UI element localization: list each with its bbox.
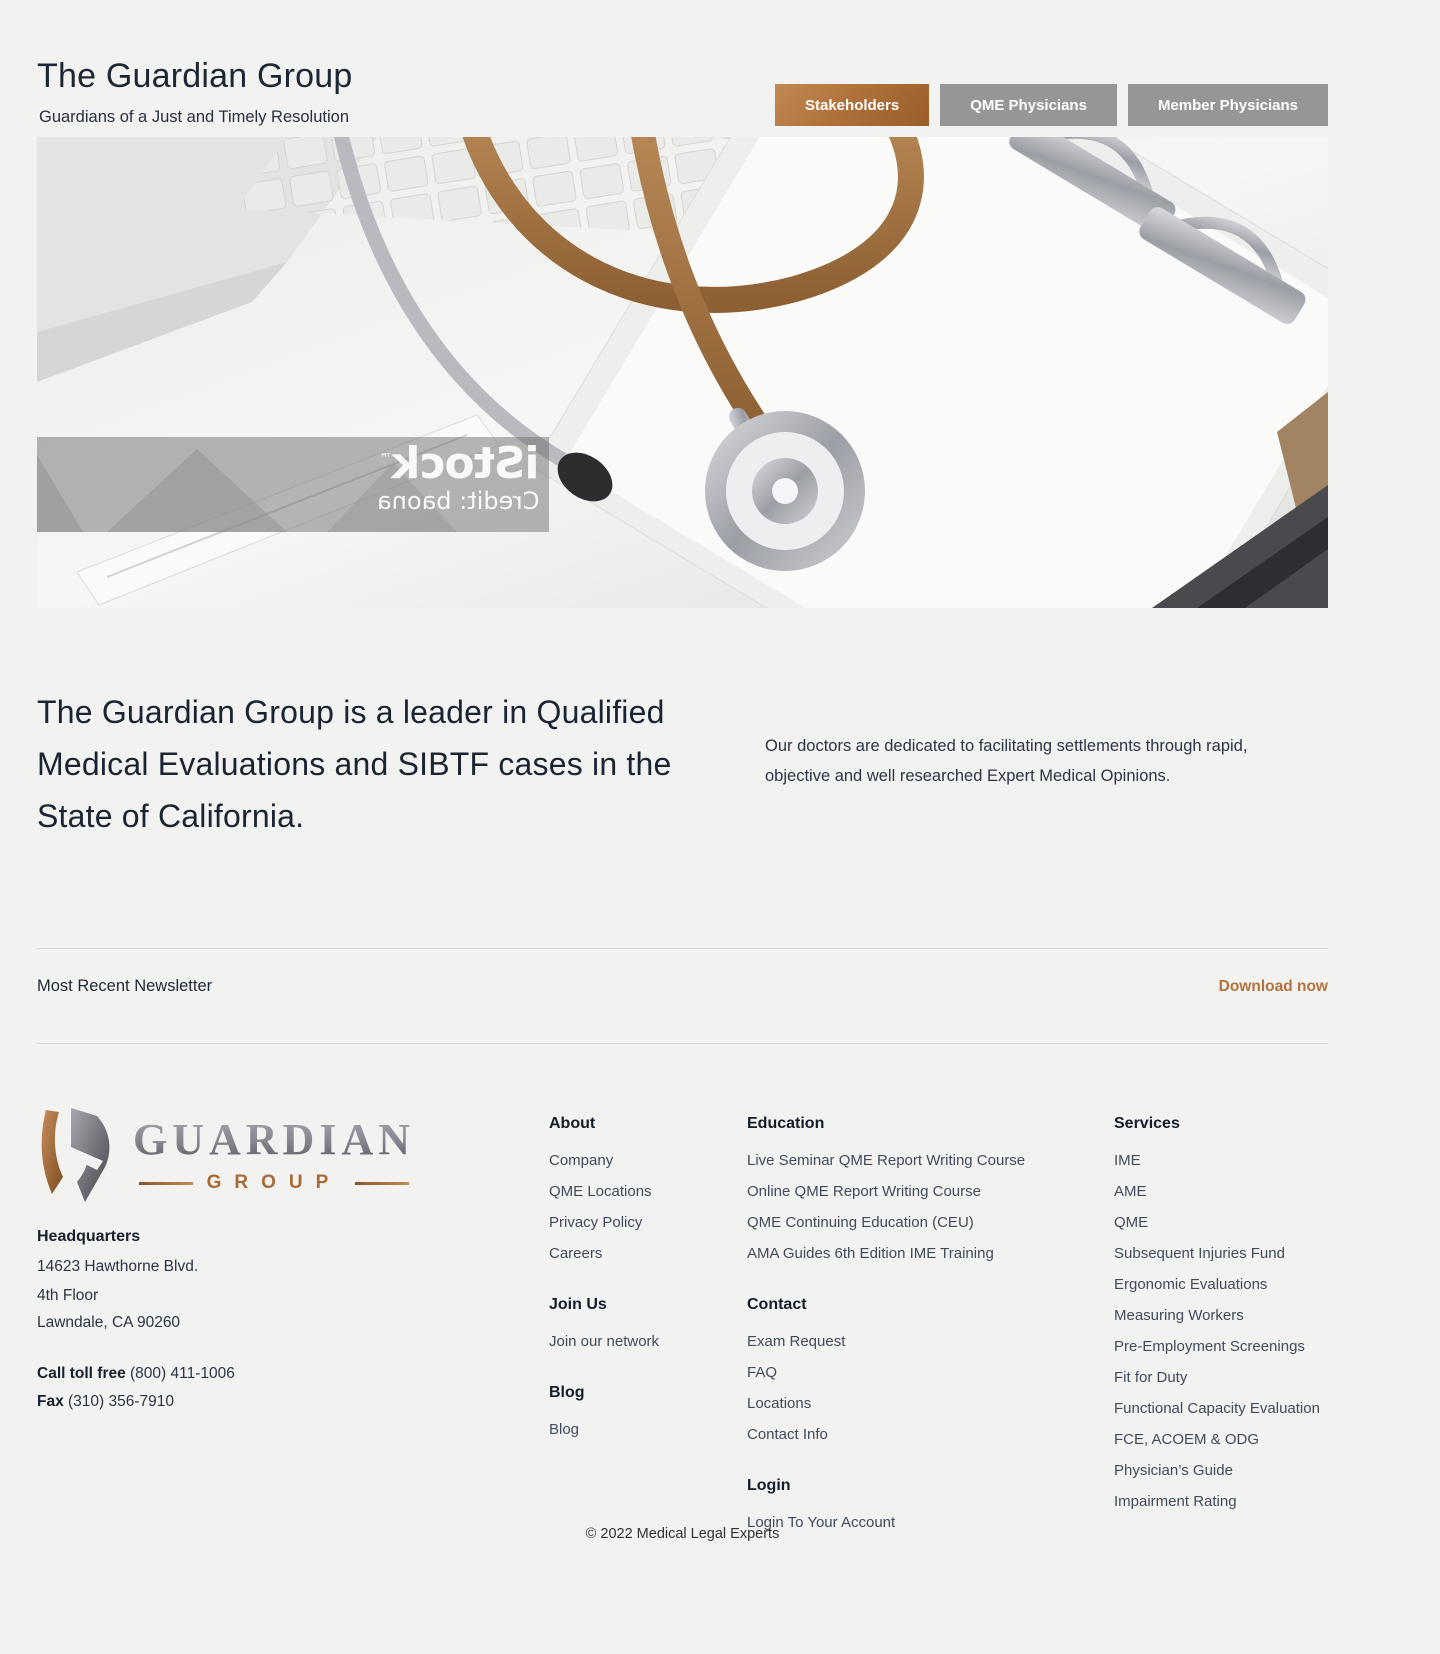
fax-line	[37, 1393, 174, 1411]
headquarters-heading: Headquarters	[37, 1228, 141, 1245]
download-now-link[interactable]: Download now	[1218, 978, 1328, 995]
copyright-text: © 2022 Medical Legal Experts	[585, 1526, 780, 1542]
footer-link-subsequent-injuries-fund[interactable]: Subsequent Injuries Fund	[1114, 1245, 1285, 1262]
footer-link-ergonomic-evaluations[interactable]: Ergonomic Evaluations	[1114, 1276, 1268, 1293]
guardian-helmet-icon	[37, 1106, 119, 1206]
footer-link-join-our-network[interactable]: Join our network	[549, 1333, 660, 1350]
footer-link-exam-request[interactable]: Exam Request	[747, 1333, 846, 1350]
fax-label: Fax	[37, 1393, 64, 1410]
footer-link-careers[interactable]: Careers	[549, 1245, 603, 1262]
toll-free-line	[37, 1365, 235, 1383]
logo-dash-left	[139, 1182, 193, 1185]
footer-link-qme-continuing-education-ceu[interactable]: QME Continuing Education (CEU)	[747, 1214, 974, 1231]
footer-link-company[interactable]: Company	[549, 1152, 614, 1169]
nav-button-qme-physicians[interactable]: QME Physicians	[940, 84, 1117, 126]
toll-free-label: Call toll free	[37, 1365, 126, 1382]
newsletter-label: Most Recent Newsletter	[37, 977, 213, 995]
footer-link-live-seminar-qme-report-writing-course[interactable]: Live Seminar QME Report Writing Course	[747, 1152, 1026, 1169]
footer-heading-blog: Blog	[549, 1384, 585, 1401]
footer-link-blog[interactable]: Blog	[549, 1421, 580, 1438]
address-line: Lawndale, CA 90260	[37, 1314, 181, 1331]
footer-heading-contact: Contact	[747, 1296, 807, 1313]
footer-link-fce-acoem-odg[interactable]: FCE, ACOEM & ODG	[1114, 1431, 1260, 1448]
stock-watermark: iStock™ Credit: baona	[376, 438, 539, 516]
fax-number: (310) 356-7910	[63, 1393, 175, 1410]
divider-top	[37, 948, 1328, 949]
address-line: 4th Floor	[37, 1287, 99, 1304]
site-title: The Guardian Group	[37, 57, 353, 95]
footer-logo-text	[133, 1115, 415, 1194]
site-tagline: Guardians of a Just and Timely Resolution	[39, 108, 349, 126]
intro-description: Our doctors are dedicated to facilitating settlements through rapid, objective and well researched Expert Medical Opinions.	[765, 737, 1248, 785]
footer-heading-join-us: Join Us	[549, 1296, 607, 1313]
hero-illustration	[37, 137, 1328, 608]
toll-free-number: (800) 411-1006	[125, 1365, 235, 1382]
footer-link-qme-locations[interactable]: QME Locations	[549, 1183, 652, 1200]
watermark-credit: Credit: baona	[376, 487, 539, 516]
footer-link-physician-s-guide[interactable]: Physician’s Guide	[1114, 1462, 1233, 1479]
footer-link-ame[interactable]: AME	[1114, 1183, 1147, 1200]
footer-link-login-to-your-account[interactable]: Login To Your Account	[747, 1514, 896, 1531]
footer-link-pre-employment-screenings[interactable]: Pre-Employment Screenings	[1114, 1338, 1305, 1355]
header-nav	[775, 84, 1328, 126]
footer-link-functional-capacity-evaluation[interactable]: Functional Capacity Evaluation	[1114, 1400, 1320, 1417]
footer-col-3	[1114, 1112, 1344, 1517]
footer-logo	[37, 1106, 415, 1206]
footer-link-locations[interactable]: Locations	[747, 1395, 812, 1412]
footer-link-qme[interactable]: QME	[1114, 1214, 1149, 1231]
footer-link-ama-guides-6th-edition-ime-training[interactable]: AMA Guides 6th Edition IME Training	[747, 1245, 994, 1262]
footer-link-online-qme-report-writing-course[interactable]: Online QME Report Writing Course	[747, 1183, 981, 1200]
logo-sub-text: GROUP	[206, 1172, 342, 1193]
footer-heading-education: Education	[747, 1115, 825, 1132]
address-line: 14623 Hawthorne Blvd.	[37, 1258, 199, 1275]
footer-link-measuring-workers[interactable]: Measuring Workers	[1114, 1307, 1244, 1324]
footer-link-contact-info[interactable]: Contact Info	[747, 1426, 828, 1443]
footer-col-1	[549, 1112, 739, 1445]
page-title: The Guardian Group is a leader in Qualified Medical Evaluations and SIBTF cases in the State of California.	[37, 694, 672, 834]
footer-link-privacy-policy[interactable]: Privacy Policy	[549, 1214, 643, 1231]
nav-button-member-physicians[interactable]: Member Physicians	[1128, 84, 1328, 126]
logo-dash-right	[355, 1182, 409, 1185]
hero-image	[37, 137, 1328, 608]
footer-heading-about: About	[549, 1115, 596, 1132]
footer-heading-services: Services	[1114, 1115, 1180, 1132]
footer-link-impairment-rating[interactable]: Impairment Rating	[1114, 1493, 1237, 1510]
footer-link-ime[interactable]: IME	[1114, 1152, 1141, 1169]
footer-col-2	[747, 1112, 1077, 1538]
trademark-symbol: ™	[379, 451, 392, 467]
footer-heading-login: Login	[747, 1477, 791, 1494]
footer-link-fit-for-duty[interactable]: Fit for Duty	[1114, 1369, 1188, 1386]
divider-bottom	[37, 1043, 1328, 1044]
logo-brand-text: GUARDIAN	[133, 1115, 415, 1164]
footer-link-faq[interactable]: FAQ	[747, 1364, 778, 1381]
watermark-band	[37, 437, 549, 532]
nav-button-stakeholders[interactable]: Stakeholders	[775, 84, 929, 126]
